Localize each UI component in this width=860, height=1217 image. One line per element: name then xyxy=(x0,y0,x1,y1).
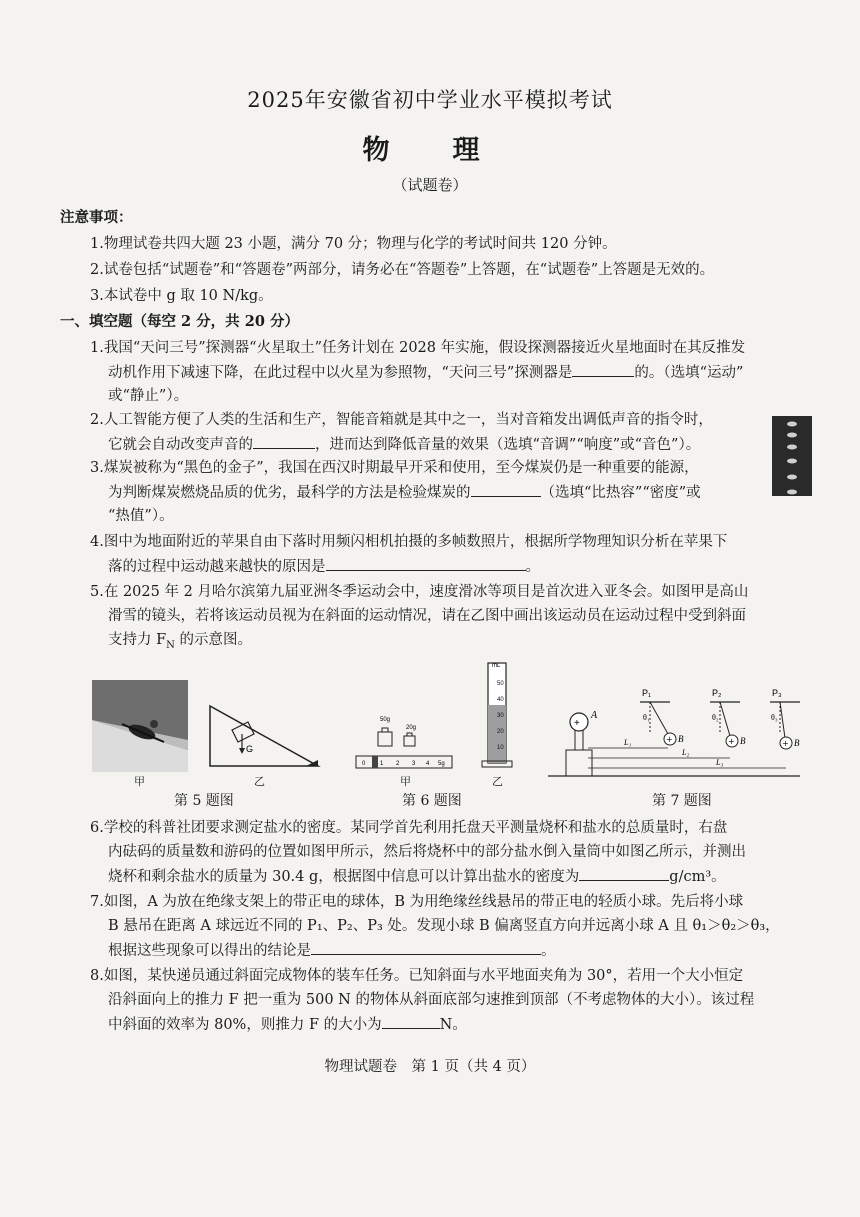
q8-answer-blank[interactable] xyxy=(382,1012,440,1029)
q2-line1: 2.人工智能方便了人类的生活和生产，智能音箱就是其中之一，当对音箱发出调低声音的指令时， xyxy=(90,412,713,428)
theta2-label: θ₂ xyxy=(712,713,719,722)
svg-text:+: + xyxy=(666,735,673,744)
q5-text-a: 支持力 F xyxy=(108,632,167,648)
q5-line2: 滑雪的镜头，若将该运动员视为在斜面的运动情况，请在乙图中画出该运动员在运动过程中受到斜面 xyxy=(108,608,746,624)
svg-text:+: + xyxy=(782,739,789,748)
fig5-caption: 第 5 题图 xyxy=(174,793,234,809)
ski-photo xyxy=(92,680,188,772)
rider xyxy=(372,756,378,768)
label-p2: P₂ xyxy=(712,688,722,698)
q1-line3: 或“静止”）。 xyxy=(108,388,189,404)
q7-line3 xyxy=(108,938,556,963)
label-b1: B xyxy=(678,734,684,744)
label-b2: B xyxy=(740,736,746,746)
q7-text-a: 根据这些现象可以得出的结论是 xyxy=(108,943,311,959)
q3-text-a: 为判断煤炭燃烧品质的优劣，最科学的方法是检验煤炭的 xyxy=(108,485,471,501)
q7-line1: 7.如图，A 为放在绝缘支架上的带正电的球体，B 为用绝缘丝线悬吊的带正电的轻质小球。先后将小球 xyxy=(90,894,744,910)
label-b3: B xyxy=(794,738,800,748)
cyl-tick-40: 40 xyxy=(497,697,504,703)
fig7-caption: 第 7 题图 xyxy=(652,793,712,809)
q5-subscript: N xyxy=(166,639,175,651)
q4-text-b: 。 xyxy=(525,559,540,575)
q4-text-a: 落的过程中运动越来越快的原因是 xyxy=(108,559,326,575)
fig5-label-jia: 甲 xyxy=(134,775,145,788)
cyl-tick-50: 50 xyxy=(497,681,504,687)
insulating-stand xyxy=(566,750,592,776)
cyl-tick-10: 10 xyxy=(497,745,504,751)
weight-20g xyxy=(404,736,415,746)
q3-answer-blank[interactable] xyxy=(471,480,541,497)
scale-tick-1: 1 xyxy=(380,761,384,767)
p2-thread xyxy=(720,702,730,736)
fig6-balance-diagram xyxy=(352,712,456,774)
note-1: 1.物理试卷共四大题 23 小题，满分 70 分；物理与化学的考试时间共 120 分钟。 xyxy=(90,236,617,252)
q6-line2: 内砝码的质量数和游码的位置如图甲所示，然后将烧杯中的部分盐水倒入量筒中如图乙所示，并测出 xyxy=(108,844,746,860)
fig6-caption: 第 6 题图 xyxy=(402,793,462,809)
q7-answer-blank[interactable] xyxy=(311,938,541,955)
q8-text-b: N。 xyxy=(439,1017,467,1033)
fig6-label-jia: 甲 xyxy=(400,775,411,788)
scale-tick-5: 5g xyxy=(438,761,445,767)
cyl-tick-20: 20 xyxy=(497,729,504,735)
weight-50g-label: 50g xyxy=(380,717,391,723)
q6-text-b: g/cm³。 xyxy=(669,869,726,885)
scale-tick-4: 4 xyxy=(426,761,430,767)
q8-text-a: 中斜面的效率为 80%，则推力 F 的大小为 xyxy=(108,1017,382,1033)
scale-tick-2: 2 xyxy=(396,761,400,767)
scale-tick-0: 0 xyxy=(362,761,366,767)
q4-line1: 4.图中为地面附近的苹果自由下落时用频闪相机拍摄的多帧数照片，根据所学物理知识分析在苹果下 xyxy=(90,534,728,550)
subject-title: 物 理 xyxy=(362,135,498,166)
fig7-electrostatic-diagram xyxy=(544,684,804,788)
p1-thread xyxy=(650,702,668,734)
label-l2: L₂ xyxy=(682,748,690,757)
cyl-tick-30: 30 xyxy=(497,713,504,719)
p3-thread xyxy=(780,702,785,738)
q2-line2 xyxy=(108,432,700,457)
fig5-incline-diagram xyxy=(206,702,322,774)
q5-line1: 5.在 2025 年 2 月哈尔滨第九届亚洲冬季运动会中，速度滑冰等项目是首次进入亚冬会。如图甲是高山 xyxy=(90,584,749,600)
apple-frames xyxy=(772,416,812,496)
incline-triangle xyxy=(210,706,318,766)
q5-text-b: 的示意图。 xyxy=(174,632,253,648)
skier-block xyxy=(232,722,254,742)
q3-line3: “热值”）。 xyxy=(108,508,174,524)
fig6-label-yi: 乙 xyxy=(492,775,503,788)
q2-text-a: 它就会自动改变声音的 xyxy=(108,437,253,453)
q5-line3 xyxy=(108,628,252,658)
q7-text-b: 。 xyxy=(541,943,556,959)
q2-answer-blank[interactable] xyxy=(253,432,315,449)
gravity-label: G xyxy=(246,744,254,754)
fig5-label-yi: 乙 xyxy=(254,775,265,788)
weight-20g-label: 20g xyxy=(406,725,417,731)
theta3-label: θ₃ xyxy=(771,713,778,722)
notes-heading: 注意事项： xyxy=(60,209,133,226)
q1-text-b: 的。（选填“运动” xyxy=(634,365,744,381)
exam-title: 2025年安徽省初中学业水平模拟考试 xyxy=(247,88,613,112)
q3-line1: 3.煤炭被称为“黑色的金子”，我国在西汉时期最早开采和使用，至今煤炭仍是一种重要的能源， xyxy=(90,460,699,476)
note-2: 2.试卷包括“试题卷”和“答题卷”两部分，请务必在“答题卷”上答题，在“试题卷”上答题是无效的。 xyxy=(90,262,715,278)
q2-text-b: ，进而达到降低音量的效果（选填“音调”“响度”或“音色”）。 xyxy=(315,437,701,453)
label-p1: P₁ xyxy=(642,688,652,698)
q4-line2 xyxy=(108,554,540,579)
note-3: 3.本试卷中 g 取 10 N/kg。 xyxy=(90,288,273,304)
scale-tick-3: 3 xyxy=(412,761,416,767)
q1-line2 xyxy=(108,360,743,385)
q7-line2: B 悬吊在距离 A 球远近不同的 P₁、P₂、P₃ 处。发现小球 B 偏离竖直方向并远离小球 A 且 θ₁＞θ₂＞θ₃， xyxy=(108,918,780,934)
fig6-cylinder-diagram xyxy=(478,655,518,773)
q6-line1: 6.学校的科普社团要求测定盐水的密度。某同学首先利用托盘天平测量烧杯和盐水的总质量时，右盘 xyxy=(90,820,728,836)
q8-line1: 8.如图，某快递员通过斜面完成物体的装车任务。已知斜面与水平地面夹角为 30°，若用一个大小恒定 xyxy=(90,968,744,984)
label-l1: L₁ xyxy=(624,738,632,747)
q1-answer-blank[interactable] xyxy=(572,360,634,377)
theta1-label: θ₁ xyxy=(643,713,650,722)
q4-answer-blank[interactable] xyxy=(326,554,526,571)
page-footer: 物理试题卷 第 1 页（共 4 页） xyxy=(324,1059,536,1075)
ski-photo-image xyxy=(92,680,188,772)
paper-type: （试题卷） xyxy=(392,176,468,194)
cylinder-unit: mL xyxy=(492,663,501,669)
q3-line2 xyxy=(108,480,701,505)
svg-text:+: + xyxy=(728,737,735,746)
apple-strobe-photo xyxy=(772,416,812,496)
label-l3: L₃ xyxy=(716,758,724,767)
q6-answer-blank[interactable] xyxy=(579,864,669,881)
weight-50g xyxy=(378,732,392,746)
q1-line1: 1.我国“天问三号”探测器“火星取土”任务计划在 2028 年实施，假设探测器接近火星地面时在其反推发 xyxy=(90,340,746,356)
q6-text-a: 烧杯和剩余盐水的质量为 30.4 g，根据图中信息可以计算出盐水的密度为 xyxy=(108,869,580,885)
q8-line2: 沿斜面向上的推力 F 把一重为 500 N 的物体从斜面底部匀速推到顶部（不考虑物体的大小）。该过程 xyxy=(108,992,755,1008)
q1-text-a: 动机作用下减速下降，在此过程中以火星为参照物，“天问三号”探测器是 xyxy=(108,365,573,381)
q8-line3 xyxy=(108,1012,467,1037)
label-p3: P₃ xyxy=(772,688,782,698)
q6-line3 xyxy=(108,864,726,889)
section1-heading: 一、填空题（每空 2 分，共 20 分） xyxy=(60,313,299,330)
svg-text:+: + xyxy=(574,718,580,729)
label-a: A xyxy=(591,710,598,721)
q3-text-b: （选填“比热容”“密度”或 xyxy=(540,485,701,501)
